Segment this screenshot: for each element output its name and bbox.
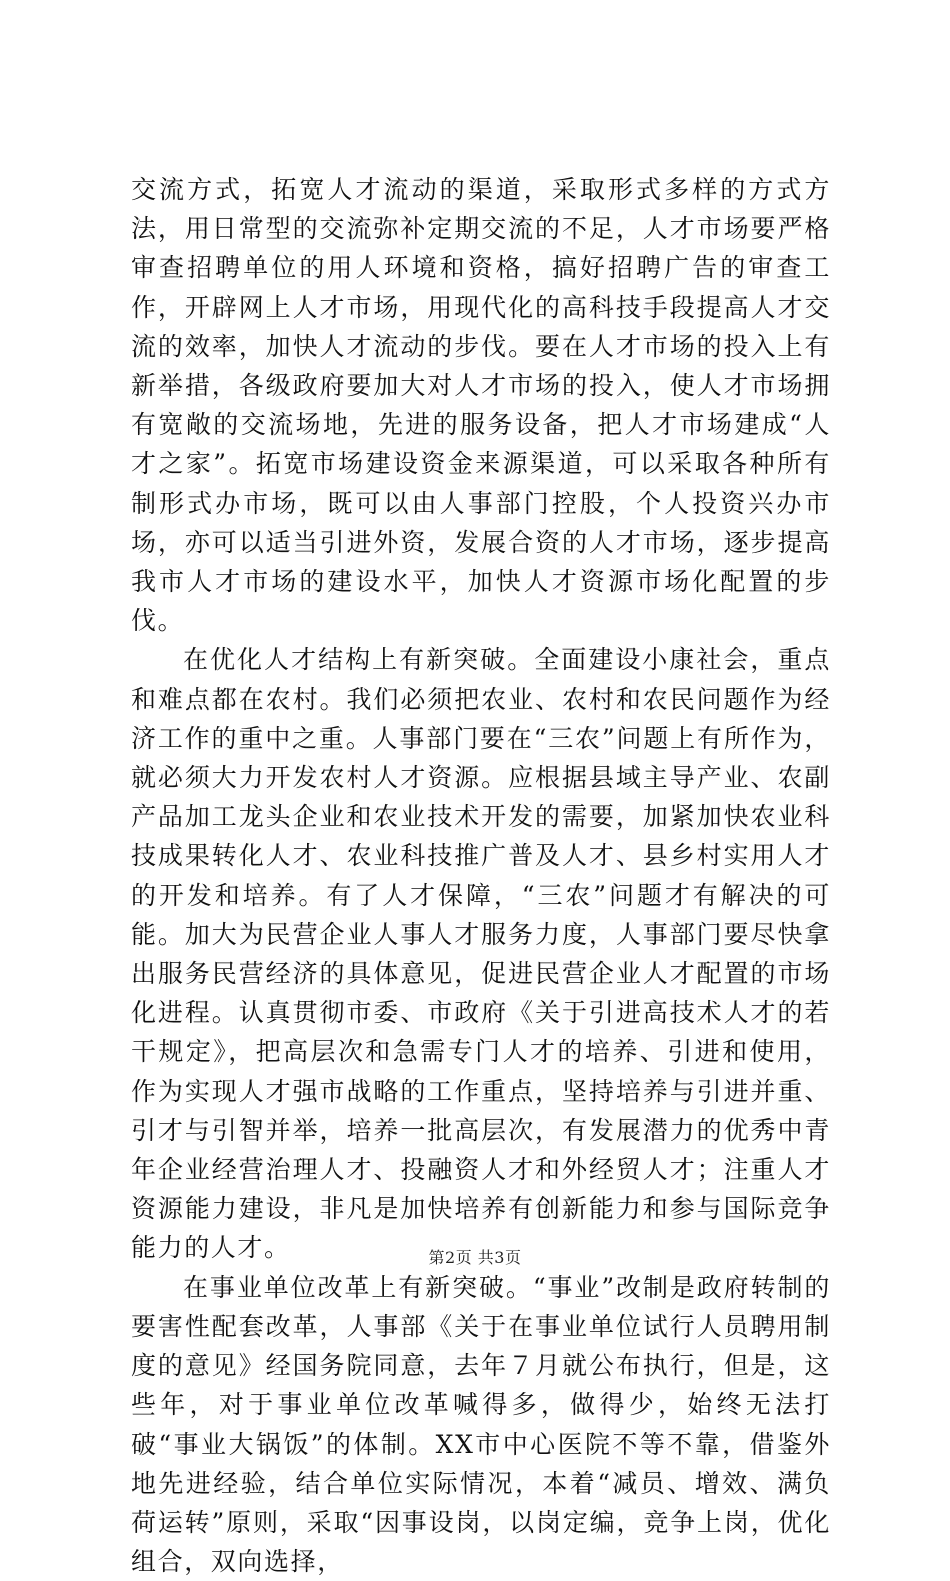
paragraph-2: 在优化人才结构上有新突破。全面建设小康社会，重点和难点都在农村。我们必须把农业、农村和农民问题作为经济工作的重中之重。人事部门要在“三农”问题上有所作为，就必须大力开发农村人才资源。应根据县域主导产业、农副产品加工龙头企业和农业技术开发的需要，加紧加快农业科技成果转化人才、农业科技推广普及人才、县乡村实用人才的开发和培养。有了人才保障，“三农”问题才有解决的可能。加大为民营企业人事人才服务力度，人事部门要尽快拿出服务民营经济的具体意见，促进民营企业人才配置的市场化进程。认真贯彻市委、市政府《关于引进高技术人才的若干规定》，把高层次和急需专门人才的培养、引进和使用，作为实现人才强市战略的工作重点，坚持培养与引进并重、引才与引智并举，培养一批高层次，有发展潜力的优秀中青年企业经营治理人才、投融资人才和外经贸人才；注重人才资源能力建设，非凡是加快培养有创新能力和参与国际竞争能力的人才。 — [131, 645, 831, 1263]
paragraph-1: 交流方式，拓宽人才流动的渠道，采取形式多样的方式方法，用日常型的交流弥补定期交流的不足，人才市场要严格审查招聘单位的用人环境和资格，搞好招聘广告的审查工作，开辟网上人才市场，用现代化的高科技手段提高人才交流的效率，加快人才流动的步伐。要在人才市场的投入上有新举措，各级政府要加大对人才市场的投入，使人才市场拥有宽敞的交流场地，先进的服务设备，把人才市场建成“人才之家”。拓宽市场建设资金来源渠道，可以采取各种所有制形式办市场，既可以由人事部门控股，个人投资兴办市场，亦可以适当引进外资，发展合资的人才市场，逐步提高我市人才市场的建设水平，加快人才资源市场化配置的步伐。 — [131, 175, 831, 636]
document-body — [131, 170, 831, 1581]
page-footer: 第2页 共3页 — [428, 1248, 522, 1267]
paragraph-3: 在事业单位改革上有新突破。“事业”改制是政府转制的要害性配套改革，人事部《关于在事业单位试行人员聘用制度的意见》经国务院同意，去年７月就公布执行，但是，这些年，对于事业单位改革喊得多，做得少，始终无法打破“事业大锅饭”的体制。XX市中心医院不等不靠，借鉴外地先进经验，结合单位实际情况，本着“减员、增效、满负荷运转”原则，采取“因事设岗，以岗定编，竞争上岗，优化组合，双向选择， — [131, 1272, 831, 1577]
